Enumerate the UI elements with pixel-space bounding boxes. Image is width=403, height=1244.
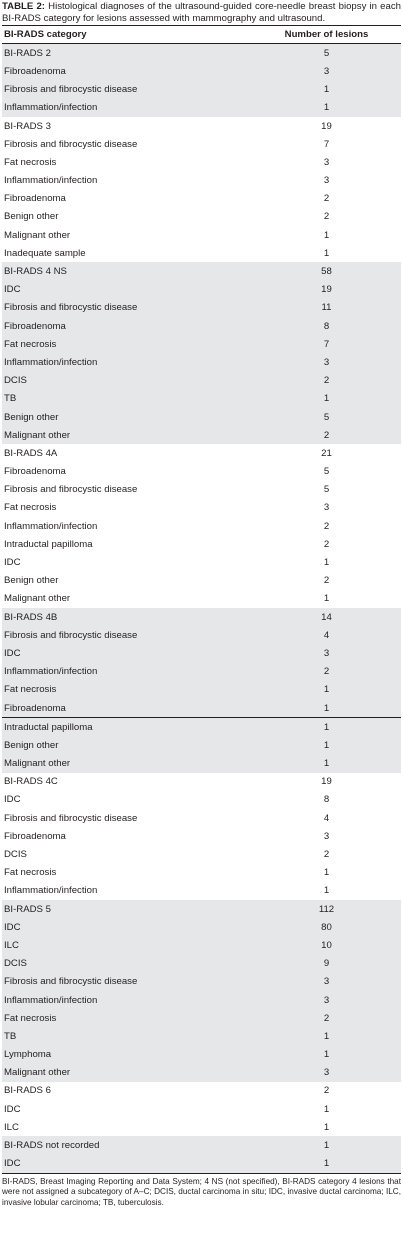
- cell-diagnosis: Fibroadenoma: [4, 193, 66, 205]
- cell-diagnosis: BI-RADS 4C: [4, 776, 58, 788]
- cell-diagnosis: Fibrosis and fibrocystic disease: [4, 138, 138, 150]
- table-row: [2, 517, 401, 535]
- table-row: [2, 572, 401, 590]
- table-row: [2, 426, 401, 444]
- cell-diagnosis: IDC: [4, 921, 21, 933]
- table-row: [2, 918, 401, 936]
- table-header: [2, 26, 401, 44]
- cell-count: 3: [323, 1067, 330, 1079]
- cell-count: 1: [323, 885, 330, 897]
- cell-diagnosis: Fibrosis and fibrocystic disease: [4, 84, 138, 96]
- table-row: [2, 718, 401, 737]
- row-group: [2, 773, 401, 900]
- cell-count: 7: [323, 338, 330, 350]
- cell-diagnosis: Lymphoma: [4, 1049, 52, 1061]
- cell-count: 8: [323, 320, 330, 332]
- cell-count: 1: [323, 102, 330, 114]
- header-count: Number of lesions: [284, 29, 369, 41]
- cell-diagnosis: Fat necrosis: [4, 338, 57, 350]
- table-label: TABLE 2:: [2, 1, 45, 12]
- category-row: [2, 900, 401, 918]
- cell-diagnosis: Inflammation/infection: [4, 994, 98, 1006]
- cell-diagnosis: Fibrosis and fibrocystic disease: [4, 812, 138, 824]
- table-row: [2, 736, 401, 754]
- cell-count: 9: [323, 958, 330, 970]
- table-row: [2, 535, 401, 553]
- cell-count: 3: [323, 175, 330, 187]
- table-row: [2, 809, 401, 827]
- table-row: [2, 353, 401, 371]
- table-row: [2, 99, 401, 117]
- cell-count: 2: [323, 375, 330, 387]
- table-footnote: BI-RADS, Breast Imaging Reporting and Data System; 4 NS (not specified), BI-RADS category 4 lesions that were not assigned a subcategory of A–C; DCIS, ductal carcinoma in situ; IDC, invasive ductal carcinoma; ILC, invasive lobular carcinoma; TB, tuberculosis.: [2, 1176, 401, 1207]
- table-row: [2, 845, 401, 863]
- table-row: [2, 1009, 401, 1027]
- cell-diagnosis: IDC: [4, 1158, 21, 1170]
- cell-count: 4: [323, 629, 330, 641]
- cell-diagnosis: TB: [4, 393, 17, 405]
- cell-count: 4: [323, 812, 330, 824]
- row-group: [2, 44, 401, 117]
- cell-diagnosis: Malignant other: [4, 1067, 71, 1079]
- cell-count: 5: [323, 411, 330, 423]
- table-row: [2, 390, 401, 408]
- diagnoses-table: [2, 25, 401, 1174]
- cell-count: 3: [323, 830, 330, 842]
- cell-count: 1: [323, 1030, 330, 1042]
- table-row: [2, 408, 401, 426]
- table-row: [2, 681, 401, 699]
- cell-diagnosis: IDC: [4, 1103, 21, 1115]
- cell-count: 10: [321, 939, 332, 951]
- cell-diagnosis: Inflammation/infection: [4, 356, 98, 368]
- category-row: [2, 262, 401, 280]
- cell-count: 2: [323, 1012, 330, 1024]
- table-row: [2, 1118, 401, 1136]
- cell-diagnosis: ILC: [4, 939, 19, 951]
- table-row: [2, 81, 401, 99]
- cell-count: 8: [323, 794, 330, 806]
- table-row: [2, 864, 401, 882]
- table-row: [2, 936, 401, 954]
- cell-count: 80: [321, 921, 332, 933]
- cell-count: 14: [321, 611, 332, 623]
- cell-diagnosis: Inadequate sample: [4, 247, 86, 259]
- cell-count: 1: [323, 721, 330, 733]
- row-group: [2, 900, 401, 1082]
- table-caption: [2, 0, 401, 24]
- cell-diagnosis: IDC: [4, 284, 21, 296]
- category-row: [2, 117, 401, 135]
- cell-count: 1: [323, 393, 330, 405]
- cell-count: 5: [323, 484, 330, 496]
- table-row: [2, 991, 401, 1009]
- row-group: [2, 444, 401, 608]
- table-row: [2, 699, 401, 718]
- cell-diagnosis: Fibrosis and fibrocystic disease: [4, 629, 138, 641]
- cell-diagnosis: Fibrosis and fibrocystic disease: [4, 976, 138, 988]
- cell-diagnosis: Fibroadenoma: [4, 702, 66, 714]
- table-row: [2, 882, 401, 900]
- table-row: [2, 499, 401, 517]
- cell-count: 2: [323, 538, 330, 550]
- cell-diagnosis: BI-RADS 3: [4, 120, 51, 132]
- table-row: [2, 1100, 401, 1118]
- cell-diagnosis: BI-RADS 4B: [4, 611, 58, 623]
- cell-count: 3: [323, 356, 330, 368]
- cell-diagnosis: Fibrosis and fibrocystic disease: [4, 484, 138, 496]
- table-row: [2, 553, 401, 571]
- cell-count: 3: [323, 502, 330, 514]
- cell-diagnosis: BI-RADS 5: [4, 903, 51, 915]
- table-row: [2, 755, 401, 773]
- cell-count: 1: [323, 1103, 330, 1115]
- cell-count: 2: [323, 520, 330, 532]
- category-row: [2, 44, 401, 63]
- cell-count: 3: [323, 994, 330, 1006]
- table-row: [2, 153, 401, 171]
- cell-count: 2: [323, 193, 330, 205]
- table-row: [2, 1155, 401, 1174]
- table-row: [2, 299, 401, 317]
- table-row: [2, 208, 401, 226]
- cell-diagnosis: BI-RADS 4 NS: [4, 266, 67, 278]
- row-group: [2, 1136, 401, 1173]
- cell-count: 1: [323, 739, 330, 751]
- cell-count: 1: [323, 557, 330, 569]
- table-row: [2, 791, 401, 809]
- cell-diagnosis: IDC: [4, 794, 21, 806]
- cell-count: 1: [323, 229, 330, 241]
- cell-count: 21: [321, 447, 332, 459]
- table-row: [2, 481, 401, 499]
- cell-diagnosis: Intraductal papilloma: [4, 538, 93, 550]
- cell-count: 2: [323, 429, 330, 441]
- cell-diagnosis: Benign other: [4, 739, 59, 751]
- table-row: [2, 62, 401, 80]
- cell-diagnosis: Inflammation/infection: [4, 885, 98, 897]
- table-row: [2, 663, 401, 681]
- row-group: [2, 608, 401, 718]
- row-group: [2, 117, 401, 263]
- cell-diagnosis: Fibroadenoma: [4, 466, 66, 478]
- table-row: [2, 226, 401, 244]
- table-row: [2, 244, 401, 262]
- cell-count: 1: [323, 867, 330, 879]
- category-row: [2, 1136, 401, 1154]
- cell-count: 5: [323, 47, 330, 59]
- cell-count: 2: [323, 575, 330, 587]
- cell-count: 1: [323, 1049, 330, 1061]
- category-row: [2, 608, 401, 626]
- cell-count: 1: [323, 702, 330, 714]
- table-row: [2, 372, 401, 390]
- cell-count: 3: [323, 156, 330, 168]
- cell-diagnosis: DCIS: [4, 958, 27, 970]
- row-group: [2, 718, 401, 773]
- table-row: [2, 626, 401, 644]
- cell-count: 19: [321, 776, 332, 788]
- cell-diagnosis: Inflammation/infection: [4, 175, 98, 187]
- row-group: [2, 262, 401, 444]
- category-row: [2, 1082, 401, 1100]
- table-row: [2, 1064, 401, 1082]
- cell-diagnosis: Benign other: [4, 211, 59, 223]
- cell-count: 3: [323, 65, 330, 77]
- cell-diagnosis: DCIS: [4, 375, 27, 387]
- table-row: [2, 281, 401, 299]
- cell-count: 2: [323, 211, 330, 223]
- cell-diagnosis: Intraductal papilloma: [4, 721, 93, 733]
- header-row: [2, 26, 401, 44]
- cell-diagnosis: Fat necrosis: [4, 1012, 57, 1024]
- cell-diagnosis: Benign other: [4, 411, 59, 423]
- cell-count: 7: [323, 138, 330, 150]
- header-category: BI-RADS category: [4, 29, 87, 41]
- table-row: [2, 317, 401, 335]
- table-row: [2, 190, 401, 208]
- table-row: [2, 172, 401, 190]
- table-row: [2, 335, 401, 353]
- cell-count: 2: [323, 849, 330, 861]
- cell-diagnosis: Inflammation/infection: [4, 666, 98, 678]
- cell-diagnosis: Inflammation/infection: [4, 102, 98, 114]
- cell-count: 11: [321, 302, 332, 314]
- cell-count: 3: [323, 647, 330, 659]
- cell-diagnosis: Fat necrosis: [4, 684, 57, 696]
- cell-diagnosis: IDC: [4, 557, 21, 569]
- cell-count: 1: [323, 1140, 330, 1152]
- cell-diagnosis: Malignant other: [4, 429, 71, 441]
- cell-diagnosis: BI-RADS 2: [4, 47, 51, 59]
- cell-count: 5: [323, 466, 330, 478]
- cell-count: 1: [323, 593, 330, 605]
- cell-count: 1: [323, 1121, 330, 1133]
- cell-count: 19: [321, 284, 332, 296]
- table-row: [2, 973, 401, 991]
- cell-diagnosis: BI-RADS not recorded: [4, 1140, 100, 1152]
- cell-diagnosis: Malignant other: [4, 758, 71, 770]
- cell-count: 58: [321, 266, 332, 278]
- category-row: [2, 444, 401, 462]
- table-row: [2, 590, 401, 608]
- cell-diagnosis: Fat necrosis: [4, 867, 57, 879]
- cell-diagnosis: Fibroadenoma: [4, 320, 66, 332]
- cell-diagnosis: Fibroadenoma: [4, 830, 66, 842]
- table-row: [2, 827, 401, 845]
- cell-count: 1: [323, 758, 330, 770]
- cell-count: 2: [323, 1085, 330, 1097]
- table-row: [2, 955, 401, 973]
- cell-diagnosis: TB: [4, 1030, 17, 1042]
- cell-diagnosis: Fibrosis and fibrocystic disease: [4, 302, 138, 314]
- cell-diagnosis: Fat necrosis: [4, 156, 57, 168]
- cell-count: 1: [323, 684, 330, 696]
- cell-diagnosis: Malignant other: [4, 229, 71, 241]
- cell-count: 112: [318, 903, 335, 915]
- table-row: [2, 135, 401, 153]
- cell-diagnosis: BI-RADS 6: [4, 1085, 51, 1097]
- cell-diagnosis: Malignant other: [4, 593, 71, 605]
- table-row: [2, 463, 401, 481]
- cell-count: 1: [323, 247, 330, 259]
- cell-diagnosis: BI-RADS 4A: [4, 447, 58, 459]
- cell-diagnosis: Fat necrosis: [4, 502, 57, 514]
- cell-count: 1: [323, 1158, 330, 1170]
- table-row: [2, 1027, 401, 1045]
- category-row: [2, 773, 401, 791]
- cell-diagnosis: Fibroadenoma: [4, 65, 66, 77]
- table-caption-text: Histological diagnoses of the ultrasound-guided core-needle breast biopsy in each BI-RADS category for lesions assessed with mammography and ultrasound.: [2, 1, 401, 24]
- cell-count: 19: [321, 120, 332, 132]
- cell-diagnosis: IDC: [4, 647, 21, 659]
- table-row: [2, 1046, 401, 1064]
- row-group: [2, 1082, 401, 1137]
- cell-count: 2: [323, 666, 330, 678]
- cell-diagnosis: Inflammation/infection: [4, 520, 98, 532]
- cell-diagnosis: ILC: [4, 1121, 19, 1133]
- cell-count: 3: [323, 976, 330, 988]
- table-row: [2, 644, 401, 662]
- cell-diagnosis: DCIS: [4, 849, 27, 861]
- cell-diagnosis: Benign other: [4, 575, 59, 587]
- cell-count: 1: [323, 84, 330, 96]
